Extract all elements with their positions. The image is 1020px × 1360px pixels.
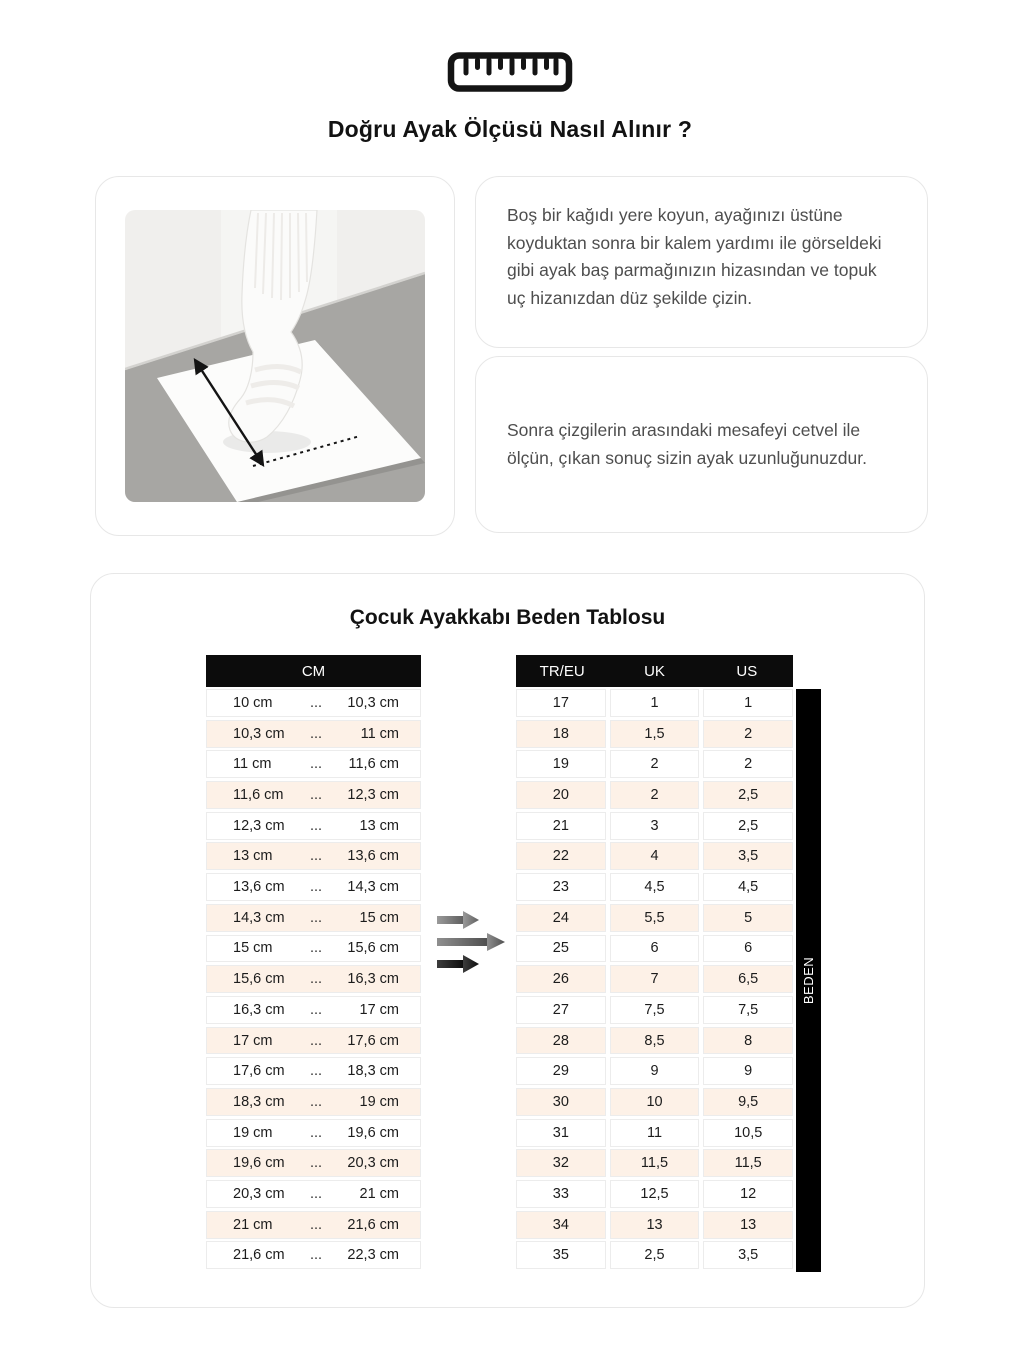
size-us-value: 11,5 bbox=[703, 1149, 793, 1177]
beden-side-bar bbox=[796, 689, 821, 1272]
size-grid-body bbox=[516, 689, 793, 1269]
cm-range-to: 12,3 cm bbox=[347, 787, 399, 803]
cm-table-row bbox=[206, 1027, 421, 1055]
size-treu-value: 28 bbox=[516, 1027, 606, 1055]
size-uk-value: 7 bbox=[610, 965, 700, 993]
size-treu-value: 30 bbox=[516, 1088, 606, 1116]
size-treu-value: 20 bbox=[516, 781, 606, 809]
size-treu-value: 24 bbox=[516, 904, 606, 932]
size-grid-row bbox=[516, 781, 793, 809]
cm-range-separator: ... bbox=[309, 1247, 323, 1264]
size-uk-value: 8,5 bbox=[610, 1027, 700, 1055]
cm-range-from: 20,3 cm bbox=[233, 1185, 285, 1202]
cm-table-header: CM bbox=[206, 655, 421, 687]
cm-range-to: 13 cm bbox=[359, 817, 399, 834]
cm-range-from: 11 cm bbox=[233, 756, 272, 773]
transfer-arrows-icon bbox=[435, 909, 509, 975]
howto-section bbox=[95, 176, 928, 536]
cm-range-separator: ... bbox=[309, 1216, 323, 1233]
size-treu-value: 29 bbox=[516, 1057, 606, 1085]
cm-range-from: 15,6 cm bbox=[233, 971, 285, 988]
size-treu-value: 21 bbox=[516, 812, 606, 840]
cm-range-to: 15,6 cm bbox=[347, 940, 399, 957]
size-treu-value: 34 bbox=[516, 1211, 606, 1239]
cm-range-separator: ... bbox=[309, 940, 323, 957]
size-grid-row bbox=[516, 812, 793, 840]
cm-range-to: 17,6 cm bbox=[347, 1032, 399, 1049]
size-grid-row bbox=[516, 1057, 793, 1085]
size-uk-value: 2,5 bbox=[610, 1241, 700, 1269]
size-grid-row bbox=[516, 1241, 793, 1269]
howto-step-1-text: Boş bir kağıdı yere koyun, ayağınızı üstüne koyduktan sonra bir kalem yardımı ile görseldeki gibi ayak baş parmağınızın hizasından ve topuk uç hizanızdan düz şekilde çizin. bbox=[507, 205, 882, 308]
cm-range-to: 20,3 cm bbox=[347, 1155, 399, 1172]
cm-range-from: 13 cm bbox=[233, 848, 273, 865]
size-us-value: 9,5 bbox=[703, 1088, 793, 1116]
cm-range-to: 14,3 cm bbox=[347, 879, 399, 896]
cm-range-separator: ... bbox=[309, 1155, 323, 1172]
size-grid-row bbox=[516, 996, 793, 1024]
size-us-value: 2,5 bbox=[703, 781, 793, 809]
size-treu-value: 19 bbox=[516, 750, 606, 778]
size-us-value: 5 bbox=[703, 904, 793, 932]
howto-steps bbox=[475, 176, 928, 536]
beden-label: BEDEN bbox=[801, 956, 817, 1005]
size-grid-row bbox=[516, 1027, 793, 1055]
cm-table-row bbox=[206, 1119, 421, 1147]
size-grid-row bbox=[516, 750, 793, 778]
cm-table-row bbox=[206, 1180, 421, 1208]
size-treu-value: 32 bbox=[516, 1149, 606, 1177]
cm-range-separator: ... bbox=[309, 971, 323, 988]
size-grid-row bbox=[516, 965, 793, 993]
cm-range-to: 22,3 cm bbox=[347, 1247, 399, 1264]
size-uk-value: 10 bbox=[610, 1088, 700, 1116]
size-uk-value: 3 bbox=[610, 812, 700, 840]
cm-range-to: 10,3 cm bbox=[347, 694, 399, 711]
size-grid-row bbox=[516, 873, 793, 901]
size-us-value: 8 bbox=[703, 1027, 793, 1055]
howto-step-2 bbox=[475, 356, 928, 533]
size-grid-row bbox=[516, 1149, 793, 1177]
size-grid-header bbox=[516, 655, 793, 687]
size-treu-value: 31 bbox=[516, 1119, 606, 1147]
cm-table-row bbox=[206, 689, 421, 717]
cm-table-row bbox=[206, 935, 421, 963]
cm-table-row bbox=[206, 720, 421, 748]
cm-table-body bbox=[206, 689, 421, 1269]
cm-range-from: 10 cm bbox=[233, 694, 273, 711]
cm-range-separator: ... bbox=[309, 725, 323, 742]
size-uk-value: 5,5 bbox=[610, 904, 700, 932]
cm-range-separator: ... bbox=[309, 817, 323, 834]
cm-table-row bbox=[206, 1149, 421, 1177]
howto-step-2-text: Sonra çizgilerin arasındaki mesafeyi cetvel ile ölçün, çıkan sonuç sizin ayak uzunluğunuzdur. bbox=[507, 420, 867, 468]
size-uk-value: 1,5 bbox=[610, 720, 700, 748]
size-us-value: 7,5 bbox=[703, 996, 793, 1024]
size-us-value: 6,5 bbox=[703, 965, 793, 993]
size-uk-value: 2 bbox=[610, 750, 700, 778]
size-treu-value: 18 bbox=[516, 720, 606, 748]
size-treu-value: 25 bbox=[516, 935, 606, 963]
cm-range-from: 14,3 cm bbox=[233, 909, 285, 926]
cm-range-from: 13,6 cm bbox=[233, 879, 285, 896]
size-treu-value: 27 bbox=[516, 996, 606, 1024]
cm-range-to: 19 cm bbox=[359, 1093, 399, 1110]
cm-range-from: 12,3 cm bbox=[233, 817, 285, 834]
cm-table bbox=[206, 655, 421, 1269]
size-table-title: Çocuk Ayakkabı Beden Tablosu bbox=[349, 606, 666, 629]
size-us-value: 4,5 bbox=[703, 873, 793, 901]
cm-table-row bbox=[206, 1057, 421, 1085]
size-uk-value: 6 bbox=[610, 935, 700, 963]
size-us-value: 2 bbox=[703, 750, 793, 778]
size-grid-row bbox=[516, 842, 793, 870]
size-grid-header-treu: TR/EU bbox=[539, 662, 585, 680]
cm-range-to: 17 cm bbox=[359, 1001, 399, 1018]
size-grid-row bbox=[516, 720, 793, 748]
cm-range-to: 19,6 cm bbox=[347, 1124, 399, 1141]
size-treu-value: 26 bbox=[516, 965, 606, 993]
cm-range-separator: ... bbox=[309, 909, 323, 926]
size-us-value: 10,5 bbox=[703, 1119, 793, 1147]
size-uk-value: 7,5 bbox=[610, 996, 700, 1024]
cm-table-row bbox=[206, 965, 421, 993]
cm-range-to: 13,6 cm bbox=[347, 848, 399, 865]
cm-range-separator: ... bbox=[309, 756, 323, 773]
cm-range-from: 17 cm bbox=[233, 1032, 273, 1049]
cm-range-to: 21,6 cm bbox=[347, 1216, 399, 1233]
size-table-card bbox=[90, 573, 925, 1308]
cm-range-separator: ... bbox=[309, 879, 323, 896]
size-treu-value: 17 bbox=[516, 689, 606, 717]
cm-range-to: 11,6 cm bbox=[348, 756, 399, 773]
cm-range-to: 18,3 cm bbox=[347, 1063, 399, 1080]
size-treu-value: 33 bbox=[516, 1180, 606, 1208]
size-treu-value: 23 bbox=[516, 873, 606, 901]
size-us-value: 3,5 bbox=[703, 1241, 793, 1269]
size-grid-header-uk: UK bbox=[644, 662, 665, 680]
cm-range-from: 17,6 cm bbox=[233, 1063, 285, 1080]
size-grid-row bbox=[516, 1088, 793, 1116]
cm-range-from: 19 cm bbox=[233, 1124, 273, 1141]
foot-measurement-photo bbox=[125, 210, 425, 502]
page-title: Doğru Ayak Ölçüsü Nasıl Alınır ? bbox=[327, 116, 693, 142]
size-treu-value: 22 bbox=[516, 842, 606, 870]
size-grid-row bbox=[516, 1119, 793, 1147]
cm-table-row bbox=[206, 996, 421, 1024]
cm-range-separator: ... bbox=[309, 1063, 323, 1080]
size-us-value: 12 bbox=[703, 1180, 793, 1208]
cm-range-separator: ... bbox=[309, 848, 323, 865]
size-uk-value: 1 bbox=[610, 689, 700, 717]
cm-range-from: 16,3 cm bbox=[233, 1001, 285, 1018]
cm-range-separator: ... bbox=[309, 1093, 323, 1110]
howto-step-1 bbox=[475, 176, 928, 348]
size-us-value: 6 bbox=[703, 935, 793, 963]
cm-table-row bbox=[206, 781, 421, 809]
cm-table-row bbox=[206, 873, 421, 901]
size-grid-row bbox=[516, 1211, 793, 1239]
cm-range-separator: ... bbox=[309, 1001, 323, 1018]
cm-table-row bbox=[206, 1088, 421, 1116]
cm-table-row bbox=[206, 1241, 421, 1269]
size-uk-value: 4,5 bbox=[610, 873, 700, 901]
size-us-value: 13 bbox=[703, 1211, 793, 1239]
cm-range-from: 11,6 cm bbox=[233, 787, 284, 803]
size-grid-table bbox=[516, 655, 793, 1269]
size-uk-value: 12,5 bbox=[610, 1180, 700, 1208]
header-icon-area bbox=[0, 0, 1020, 94]
size-uk-value: 11,5 bbox=[610, 1149, 700, 1177]
size-us-value: 2 bbox=[703, 720, 793, 748]
cm-range-to: 21 cm bbox=[359, 1185, 399, 1202]
measurement-photo-card bbox=[95, 176, 455, 536]
cm-table-row bbox=[206, 842, 421, 870]
cm-range-from: 10,3 cm bbox=[233, 725, 285, 742]
cm-range-separator: ... bbox=[309, 787, 323, 803]
size-treu-value: 35 bbox=[516, 1241, 606, 1269]
size-grid-row bbox=[516, 904, 793, 932]
size-us-value: 9 bbox=[703, 1057, 793, 1085]
size-grid-row bbox=[516, 689, 793, 717]
size-us-value: 3,5 bbox=[703, 842, 793, 870]
cm-range-to: 11 cm bbox=[360, 725, 399, 742]
size-us-value: 2,5 bbox=[703, 812, 793, 840]
cm-table-row bbox=[206, 750, 421, 778]
size-grid-row bbox=[516, 935, 793, 963]
cm-range-from: 18,3 cm bbox=[233, 1093, 285, 1110]
cm-range-separator: ... bbox=[309, 1032, 323, 1049]
cm-range-from: 21 cm bbox=[233, 1216, 273, 1233]
cm-range-from: 15 cm bbox=[233, 940, 273, 957]
size-grid-header-us: US bbox=[736, 662, 758, 680]
size-uk-value: 9 bbox=[610, 1057, 700, 1085]
cm-table-row bbox=[206, 1211, 421, 1239]
ruler-icon bbox=[446, 50, 574, 94]
cm-range-to: 16,3 cm bbox=[347, 971, 399, 988]
cm-range-from: 21,6 cm bbox=[233, 1247, 285, 1264]
cm-table-row bbox=[206, 904, 421, 932]
size-uk-value: 11 bbox=[610, 1119, 700, 1147]
cm-range-separator: ... bbox=[309, 1185, 323, 1202]
cm-range-to: 15 cm bbox=[359, 909, 399, 926]
cm-range-from: 19,6 cm bbox=[233, 1155, 285, 1172]
size-us-value: 1 bbox=[703, 689, 793, 717]
size-uk-value: 2 bbox=[610, 781, 700, 809]
cm-range-separator: ... bbox=[309, 694, 323, 711]
size-uk-value: 4 bbox=[610, 842, 700, 870]
cm-range-separator: ... bbox=[309, 1124, 323, 1141]
size-grid-row bbox=[516, 1180, 793, 1208]
cm-table-row bbox=[206, 812, 421, 840]
size-uk-value: 13 bbox=[610, 1211, 700, 1239]
